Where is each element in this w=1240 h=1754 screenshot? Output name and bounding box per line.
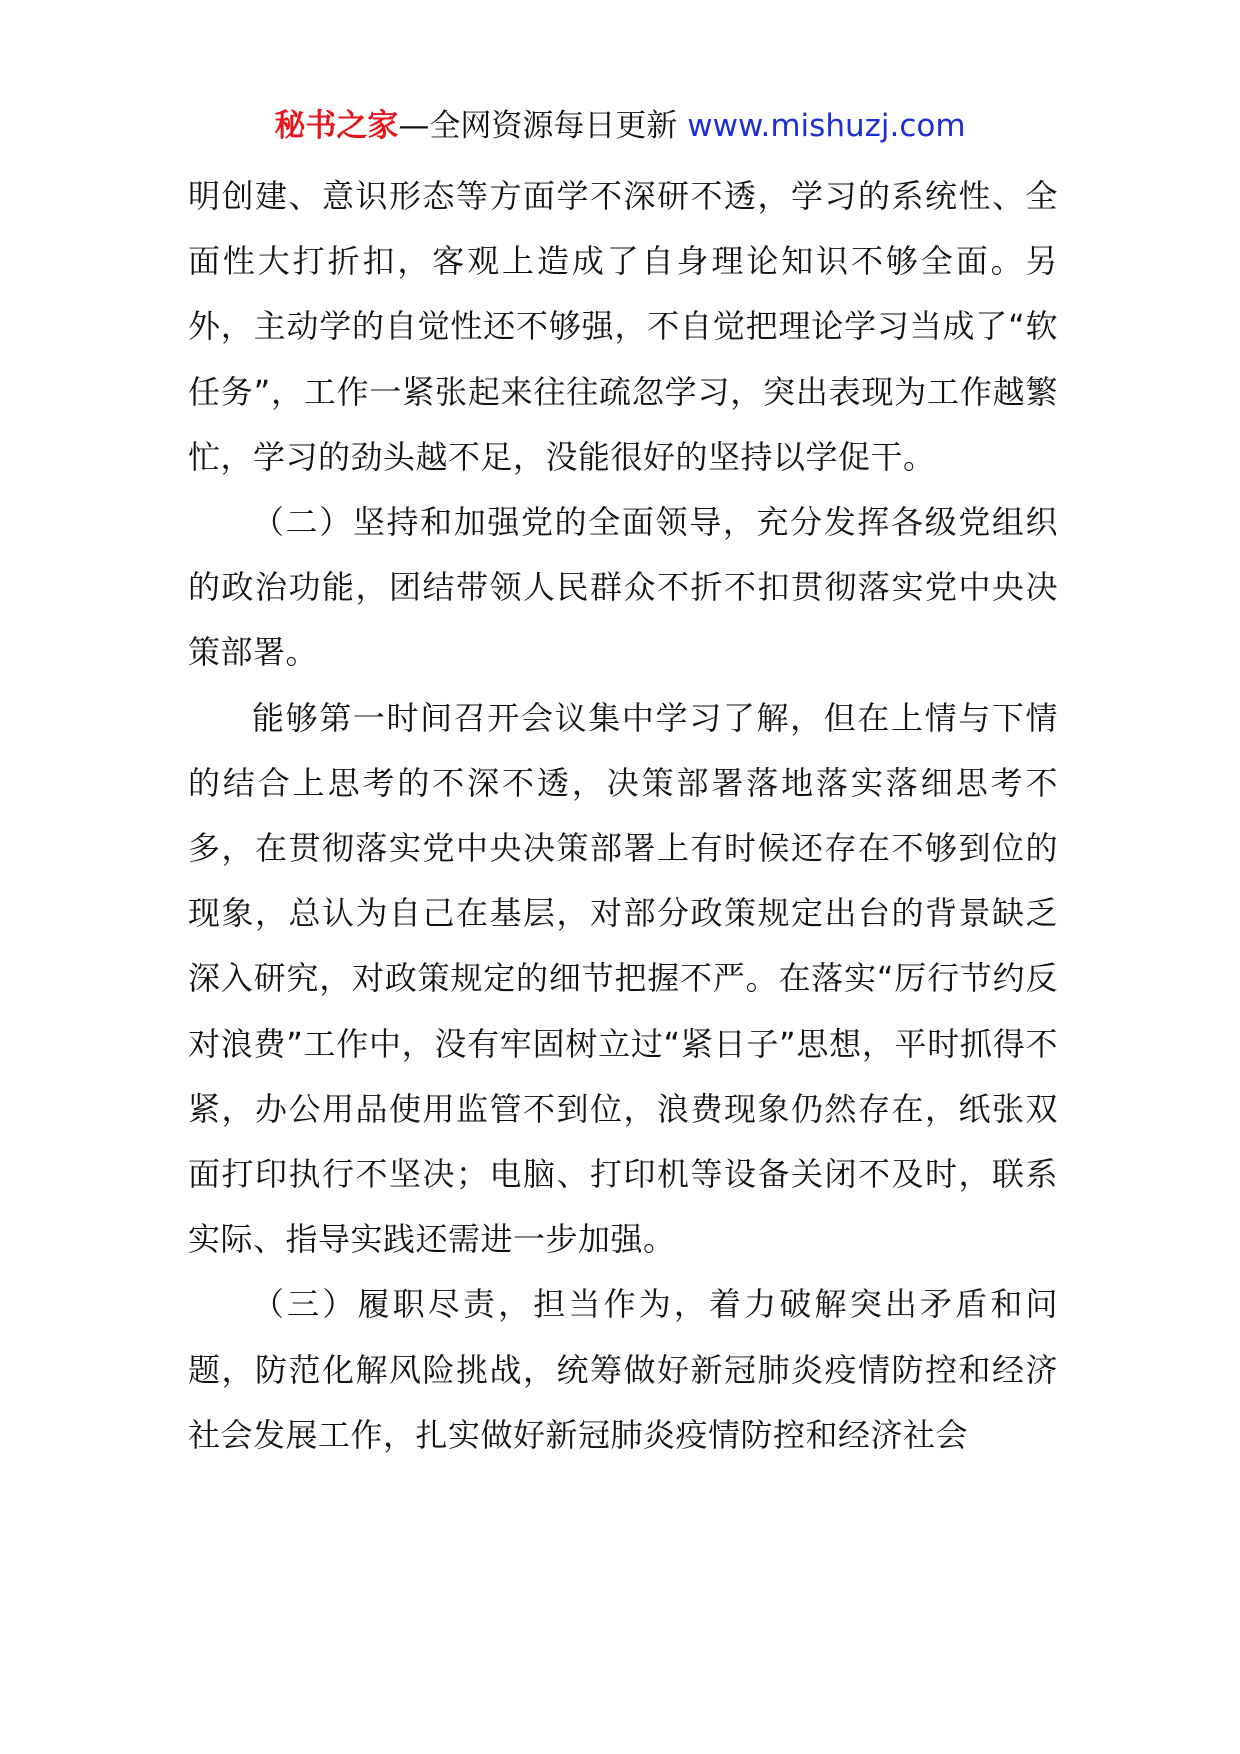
header-tagline: —全网资源每日更新 bbox=[398, 108, 678, 144]
paragraph-continuation: 明创建、意识形态等方面学不深研不透，学习的系统性、全面性大打折扣，客观上造成了自身理论知识不够全面。另外，主动学的自觉性还不够强，不自觉把理论学习当成了“软任务”，工作一紧张起来往往疏忽学习，突出表现为工作越繁忙，学习的劲头越不足，没能很好的坚持以学促干。 bbox=[188, 177, 1058, 476]
section-heading-2: （二）坚持和加强党的全面领导，充分发挥各级党组织的政治功能，团结带领人民群众不折不扣贯彻落实党中央决策部署。 bbox=[188, 503, 1058, 672]
section-heading-3: （三）履职尽责，担当作为，着力破解突出矛盾和问题，防范化解风险挑战，统筹做好新冠肺炎疫情防控和经济社会发展工作，扎实做好新冠肺炎疫情防控和经济社会 bbox=[188, 1285, 1058, 1454]
header-url[interactable]: www.mishuzj.com bbox=[687, 108, 966, 144]
watermark-header bbox=[0, 104, 1240, 148]
paragraph-body: 能够第一时间召开会议集中学习了解，但在上情与下情的结合上思考的不深不透，决策部署落地落实落细思考不多，在贯彻落实党中央决策部署上有时候还存在不够到位的现象，总认为自己在基层，对部分政策规定出台的背景缺乏深入研究，对政策规定的细节把握不严。在落实“厉行节约反对浪费”工作中，没有牢固树立过“紧日子”思想，平时抓得不紧，办公用品使用监管不到位，浪费现象仍然存在，纸张双面打印执行不坚决；电脑、打印机等设备关闭不及时，联系实际、指导实践还需进一步加强。 bbox=[188, 698, 1058, 1259]
brand-name: 秘书之家 bbox=[274, 108, 399, 144]
document-body bbox=[188, 164, 1058, 1468]
